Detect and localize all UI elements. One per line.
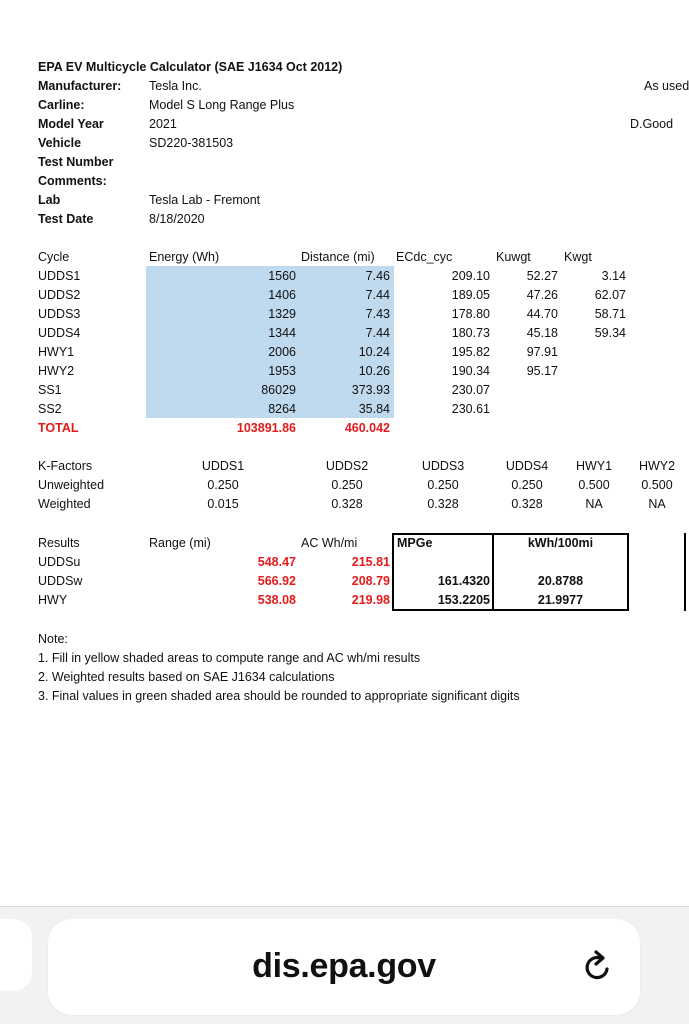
ac-value: 208.79 — [351, 574, 390, 588]
energy-cell[interactable]: 1344 — [268, 326, 296, 340]
ecdc-cell: 209.10 — [451, 269, 490, 283]
manufacturer-value: Tesla Inc. — [149, 79, 202, 93]
kwh-value: 20.8788 — [537, 574, 584, 588]
cycle-header: Cycle — [38, 250, 70, 264]
kwh-header: kWh/100mi — [527, 536, 594, 550]
energy-cell[interactable]: 1406 — [268, 288, 296, 302]
range-header: Range (mi) — [149, 536, 211, 550]
manufacturer-label: Manufacturer: — [38, 79, 122, 93]
note-title: Note: — [38, 632, 68, 646]
weighted-value: 0.015 — [207, 497, 239, 511]
total-distance: 460.042 — [344, 421, 390, 435]
lab-label: Lab — [38, 193, 61, 207]
kfactor-col-hwy1: HWY1 — [575, 459, 613, 473]
total-label: TOTAL — [38, 421, 79, 435]
result-row-label: UDDSu — [38, 555, 81, 569]
cycle-name: UDDS2 — [38, 288, 81, 302]
cycle-name: SS2 — [38, 402, 62, 416]
note-item: 1. Fill in yellow shaded areas to compute range and AC wh/mi results — [38, 651, 421, 665]
mpge-value: 153.2205 — [437, 593, 490, 607]
address-bar[interactable] — [48, 919, 640, 1015]
url-text[interactable]: dis.epa.gov — [252, 947, 436, 985]
weighted-value: NA — [585, 497, 603, 511]
test-number-label: Test Number — [38, 155, 114, 169]
distance-cell[interactable]: 7.46 — [365, 269, 390, 283]
kfactor-col-udds4: UDDS4 — [505, 459, 549, 473]
distance-cell[interactable]: 7.44 — [365, 288, 390, 302]
kwgt-cell: 62.07 — [594, 288, 626, 302]
cycle-name: HWY2 — [38, 364, 75, 378]
ecdc-cell: 190.34 — [451, 364, 490, 378]
kfactor-col-hwy2: HWY2 — [638, 459, 676, 473]
unweighted-value: 0.250 — [331, 478, 363, 492]
previous-tab-pill[interactable] — [0, 919, 32, 991]
carline-label: Carline: — [38, 98, 85, 112]
unweighted-value: 0.250 — [207, 478, 239, 492]
browser-bottom-bar — [0, 906, 689, 1024]
energy-cell[interactable]: 2006 — [268, 345, 296, 359]
kuwgt-header: Kuwgt — [496, 250, 531, 264]
distance-cell[interactable]: 10.26 — [358, 364, 390, 378]
kwgt-header: Kwgt — [564, 250, 592, 264]
result-row-label: HWY — [38, 593, 68, 607]
kwgt-cell: 58.71 — [594, 307, 626, 321]
ecdc-cell: 189.05 — [451, 288, 490, 302]
kfactors-label: K-Factors — [38, 459, 93, 473]
unweighted-label: Unweighted — [38, 478, 105, 492]
results-label: Results — [38, 536, 80, 550]
distance-cell[interactable]: 7.43 — [365, 307, 390, 321]
note-item: 2. Weighted results based on SAE J1634 calculations — [38, 670, 335, 684]
distance-cell[interactable]: 7.44 — [365, 326, 390, 340]
kuwgt-cell: 52.27 — [526, 269, 558, 283]
comments-label: Comments: — [38, 174, 107, 188]
energy-cell[interactable]: 8264 — [268, 402, 296, 416]
lab-value: Tesla Lab - Fremont — [149, 193, 261, 207]
weighted-label: Weighted — [38, 497, 91, 511]
vehicle-value: SD220-381503 — [149, 136, 234, 150]
note-item: 3. Final values in green shaded area should be rounded to appropriate significant digits — [38, 689, 520, 703]
ecdc-cell: 180.73 — [451, 326, 490, 340]
kuwgt-cell: 97.91 — [526, 345, 558, 359]
cycle-name: SS1 — [38, 383, 62, 397]
ecdc-cell: 230.61 — [451, 402, 490, 416]
weighted-value: 0.328 — [511, 497, 543, 511]
unweighted-value: 0.500 — [641, 478, 673, 492]
kuwgt-cell: 95.17 — [526, 364, 558, 378]
ac-header: AC Wh/mi — [301, 536, 358, 550]
test-date-label: Test Date — [38, 212, 94, 226]
ecdc-cell: 230.07 — [451, 383, 490, 397]
mpge-header: MPGe — [397, 536, 433, 550]
kuwgt-cell: 47.26 — [526, 288, 558, 302]
vehicle-label: Vehicle — [38, 136, 82, 150]
energy-cell[interactable]: 1560 — [268, 269, 296, 283]
kfactor-col-udds3: UDDS3 — [421, 459, 465, 473]
ecdc-header: ECdc_cyc — [396, 250, 453, 264]
unweighted-value: 0.250 — [427, 478, 459, 492]
ecdc-cell: 195.82 — [451, 345, 490, 359]
cycle-name: HWY1 — [38, 345, 75, 359]
unweighted-value: 0.500 — [578, 478, 610, 492]
cycle-name: UDDS1 — [38, 269, 81, 283]
distance-cell[interactable]: 373.93 — [351, 383, 390, 397]
carline-value: Model S Long Range Plus — [149, 98, 295, 112]
cycle-name: UDDS3 — [38, 307, 81, 321]
model-year-label: Model Year — [38, 117, 104, 131]
kwh-value: 21.9977 — [537, 593, 584, 607]
author-note: D.Good — [630, 117, 674, 131]
energy-cell[interactable]: 86029 — [261, 383, 296, 397]
model-year-value: 2021 — [149, 117, 177, 131]
as-used-note: As used — [644, 79, 689, 93]
cycle-name: UDDS4 — [38, 326, 81, 340]
weighted-value: 0.328 — [331, 497, 363, 511]
ac-value: 219.98 — [351, 593, 390, 607]
range-value: 548.47 — [257, 555, 296, 569]
kfactor-col-udds2: UDDS2 — [325, 459, 369, 473]
ac-value: 215.81 — [351, 555, 390, 569]
energy-cell[interactable]: 1953 — [268, 364, 296, 378]
mpge-value: 161.4320 — [437, 574, 490, 588]
weighted-value: NA — [648, 497, 666, 511]
unweighted-value: 0.250 — [511, 478, 543, 492]
energy-cell[interactable]: 1329 — [268, 307, 296, 321]
weighted-value: 0.328 — [427, 497, 459, 511]
kwgt-cell: 3.14 — [601, 269, 626, 283]
reload-icon[interactable] — [578, 947, 618, 987]
distance-header: Distance (mi) — [301, 250, 375, 264]
energy-header: Energy (Wh) — [149, 250, 220, 264]
kwgt-cell: 59.34 — [594, 326, 626, 340]
test-date-value: 8/18/2020 — [149, 212, 205, 226]
distance-cell[interactable]: 10.24 — [358, 345, 390, 359]
distance-cell[interactable]: 35.84 — [358, 402, 390, 416]
kfactor-col-udds1: UDDS1 — [201, 459, 245, 473]
total-energy: 103891.86 — [236, 421, 296, 435]
range-value: 566.92 — [257, 574, 296, 588]
kuwgt-cell: 45.18 — [526, 326, 558, 340]
result-row-label: UDDSw — [38, 574, 83, 588]
ecdc-cell: 178.80 — [451, 307, 490, 321]
kuwgt-cell: 44.70 — [526, 307, 558, 321]
calculator-title: EPA EV Multicycle Calculator (SAE J1634 Oct 2012) — [38, 60, 343, 74]
range-value: 538.08 — [257, 593, 296, 607]
